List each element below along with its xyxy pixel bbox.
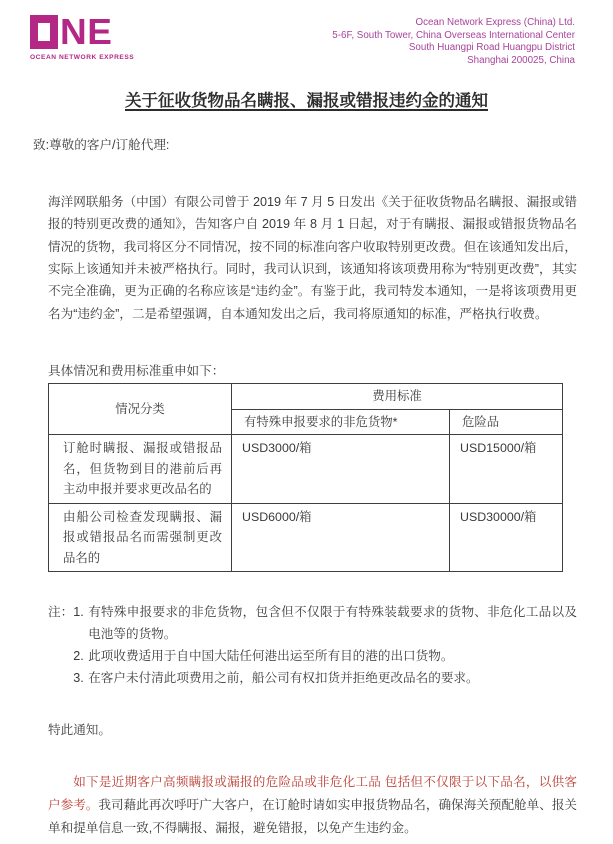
- fee-table: [48, 383, 563, 572]
- list-item: [73, 646, 577, 668]
- company-address: [332, 14, 575, 68]
- row2-non-dg-fee: USD6000/箱: [232, 503, 450, 572]
- table-intro: 具体情况和费用标准重申如下：: [48, 364, 225, 379]
- one-logo-square-o-icon: [30, 15, 58, 49]
- col-header-dg: 危险品: [450, 409, 563, 435]
- row2-dg-fee: USD30000/箱: [450, 503, 563, 572]
- note-text: 在客户未付清此项费用之前，船公司有权扣货并拒绝更改品名的要求。: [88, 670, 479, 685]
- row2-category: 由船公司检查发现瞒报、漏报或错报品名而需强制更改品名的: [49, 503, 232, 572]
- appeal-text: 我司藉此再次呼吁广大客户，在订舱时请如实申报货物品名，确保海关预配舱单、报关单和提单信息一致,不得瞒报、漏报，避免错报，以免产生违约金。: [48, 798, 578, 836]
- note-number: 1.: [73, 605, 84, 620]
- address-line-company: Ocean Network Express (China) Ltd.: [415, 17, 575, 28]
- one-logo-letters: [30, 11, 134, 52]
- table-row: [49, 435, 563, 504]
- list-item: [73, 668, 577, 690]
- note-number: 2.: [73, 648, 84, 663]
- body-paragraph: 海洋网联船务（中国）有限公司曾于 2019 年 7 月 5 日发出《关于征收货物品名瞒报、漏报或错报的特别更改费的通知》，告知客户自 2019 年 8 月 1 日起，对于有瞒报、漏报或错报货物品名情况的货物，我司将区分不同情况，按不同的标准向客户收取特别更改费。但在该通知发出后，实际上该通知并未被严格执行。同时，我司认识到，该通知将该项费用称为“特别更改费”，其实不完全准确，更为正确的名称应该是“违约金”。有鉴于此，我司特发本通知，一是将该项费用更名为“违约金”，二是希望强调，自本通知发出之后，我司将原通知的标准，严格执行收费。: [48, 194, 577, 321]
- col-header-fee-standard: 费用标准: [232, 384, 563, 410]
- row1-dg-fee: USD15000/箱: [450, 435, 563, 504]
- closing-line: 特此通知。: [48, 723, 111, 738]
- row1-category: 订舱时瞒报、漏报或错报品名，但货物到目的港前后再主动申报并要求更改品名的: [49, 435, 232, 504]
- address-line-street: South Huangpi Road Huangpu District: [408, 42, 575, 54]
- alert-red-text: 如下是近期客户高频瞒报或漏报的危险品或非危化工品 包括但不仅限于以下品名，以供客户参考。: [48, 775, 577, 813]
- one-logo-ne-text: NE: [60, 11, 113, 52]
- notes-section: [48, 602, 577, 689]
- address-line-building: 5-6F, South Tower, China Overseas International Center: [332, 29, 575, 41]
- row1-non-dg-fee: USD3000/箱: [232, 435, 450, 504]
- note-number: 3.: [73, 670, 84, 685]
- one-logo-tagline: OCEAN NETWORK EXPRESS: [30, 54, 135, 61]
- final-paragraph: [48, 771, 577, 840]
- list-item: [73, 602, 577, 646]
- note-text: 此项收费适用于自中国大陆任何港出运至所有目的港的出口货物。: [88, 648, 454, 663]
- col-header-category: 情况分类: [49, 384, 232, 435]
- table-row: [49, 503, 563, 572]
- address-line-city: Shanghai 200025, China: [467, 55, 575, 67]
- notes-list: [73, 602, 577, 689]
- note-text: 有特殊申报要求的非危货物，包含但不仅限于有特殊装载要求的货物、非危化工品以及电池等的货物。: [88, 605, 577, 642]
- col-header-non-dg: 有特殊申报要求的非危货物*: [232, 409, 450, 435]
- notice-title: 关于征收货物品名瞒报、漏报或错报违约金的通知: [125, 91, 488, 110]
- salutation: 致:尊敬的客户/订舱代理:: [33, 137, 170, 152]
- one-logo: [30, 11, 135, 61]
- table-header-row: [49, 384, 563, 410]
- letterhead: [0, 0, 613, 68]
- notes-label: 注：: [48, 605, 74, 620]
